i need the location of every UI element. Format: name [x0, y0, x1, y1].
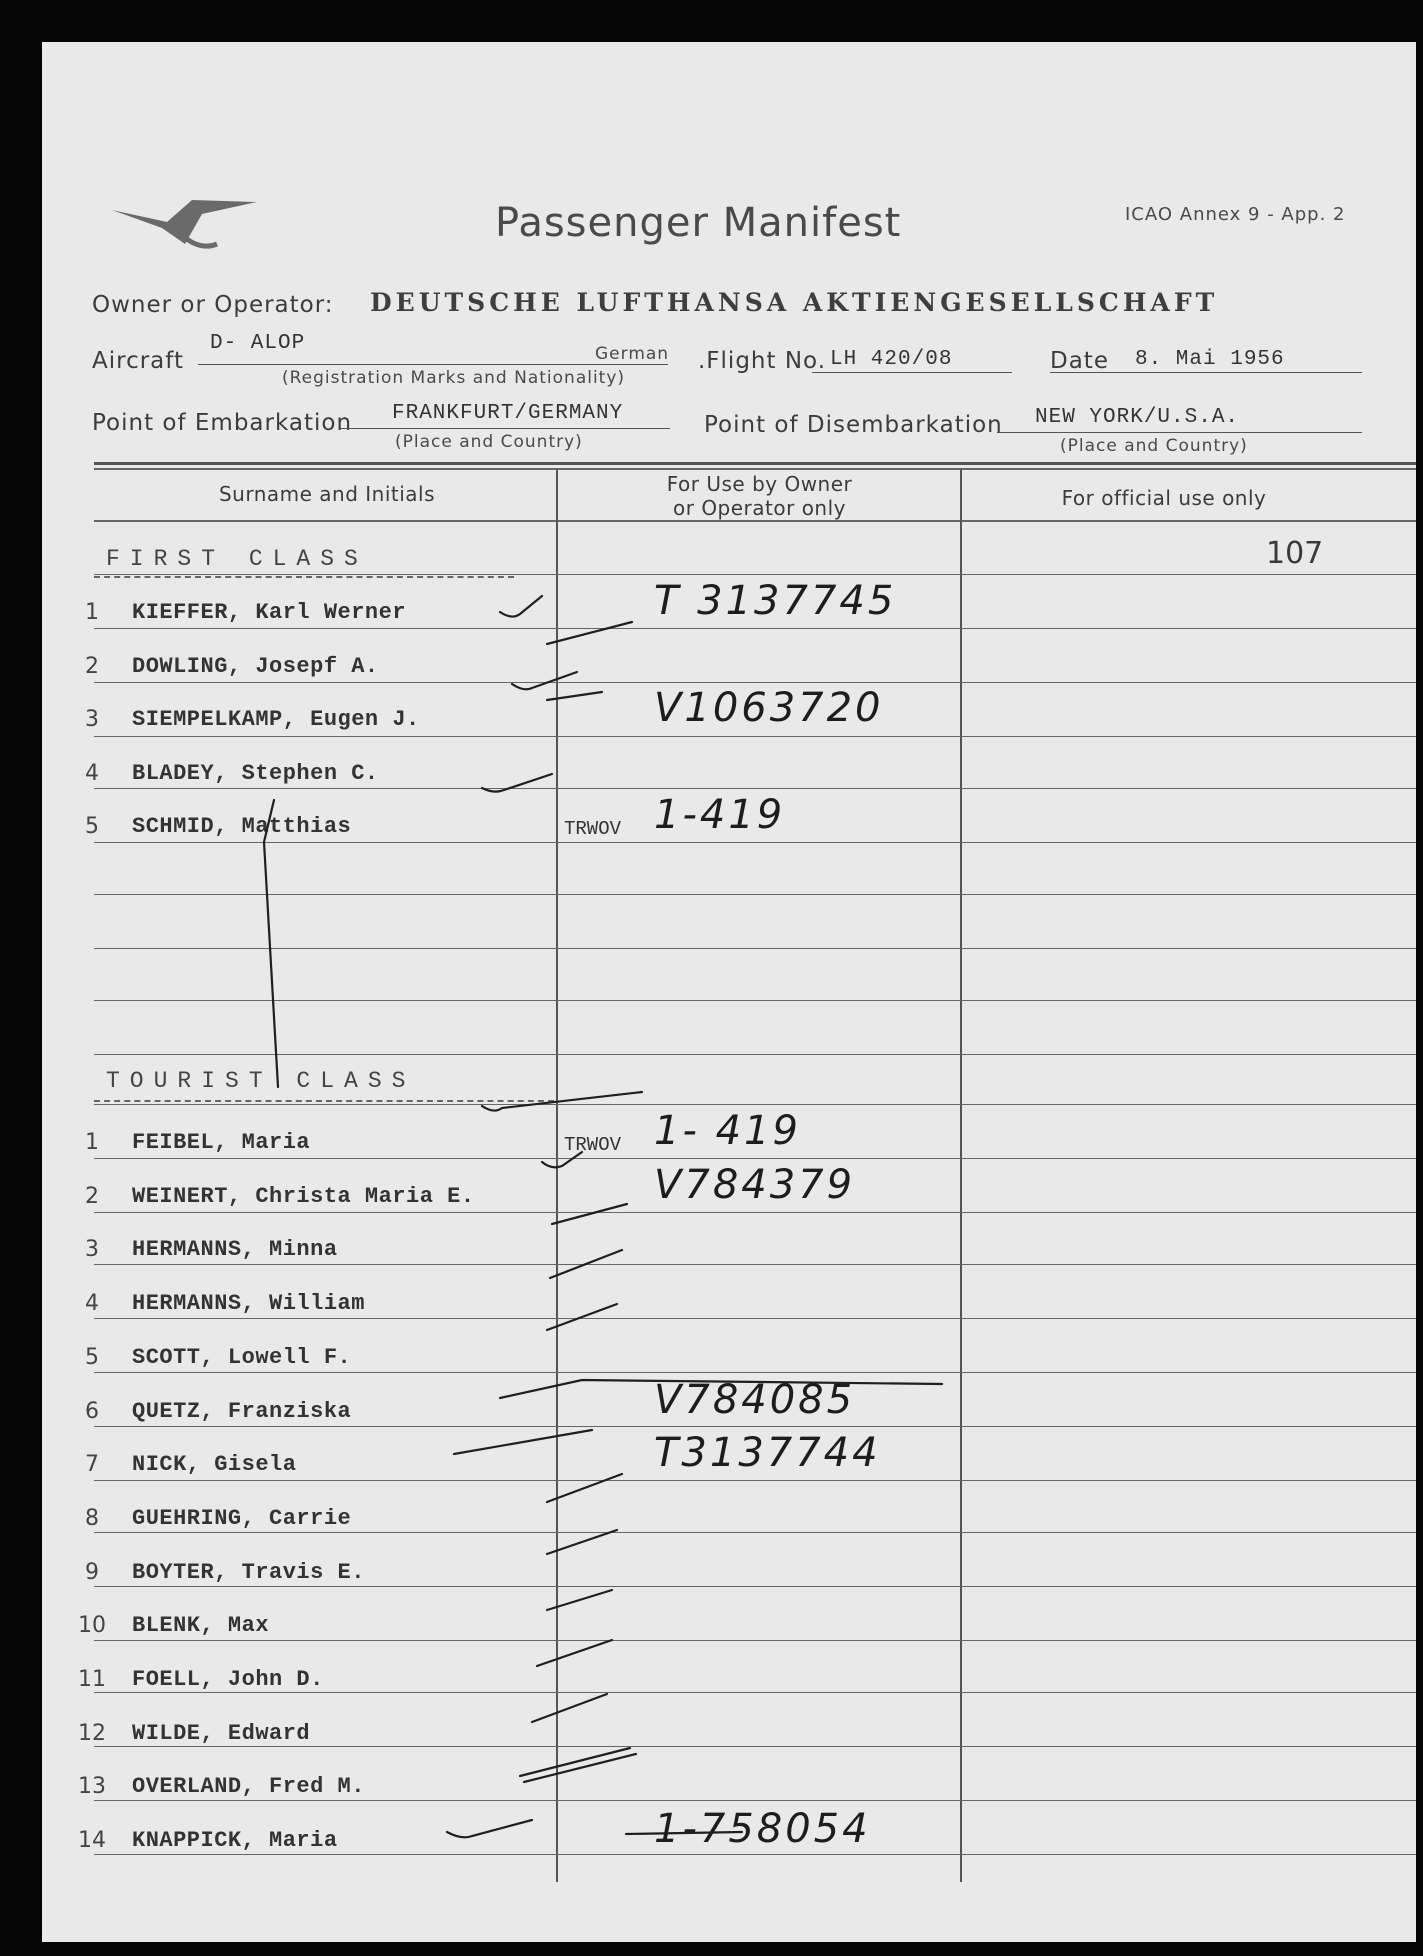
aircraft-label: Aircraft: [92, 348, 184, 374]
passenger-name: WEINERT, Christa Maria E.: [132, 1183, 475, 1209]
aircraft-value: D- ALOP: [210, 332, 306, 355]
passenger-name: BLENK, Max: [132, 1613, 270, 1639]
passenger-name: HERMANNS, Minna: [132, 1237, 338, 1263]
handwritten-ticket-number: V784379: [654, 1161, 856, 1208]
row-number: 11: [78, 1667, 106, 1692]
passenger-name: QUETZ, Franziska: [132, 1398, 352, 1424]
row-number: 2: [85, 1183, 99, 1209]
row-number: 13: [78, 1774, 106, 1800]
tourist-class-heading: TOURIST CLASS: [106, 1068, 416, 1094]
row-number: 3: [85, 707, 99, 732]
column-name-header: Surname and Initials: [218, 482, 436, 506]
passenger-name: OVERLAND, Fred M.: [132, 1774, 365, 1800]
owner-label: Owner or Operator:: [92, 292, 334, 318]
flight-label: .Flight No.: [698, 348, 827, 374]
handwritten-ticket-number: V1063720: [654, 685, 884, 731]
official-number: 107: [1266, 536, 1324, 571]
column-operator-header: For Use by Owner or Operator only: [666, 472, 853, 520]
row-number: 8: [85, 1505, 99, 1531]
row-number: 10: [78, 1613, 106, 1639]
nationality-value: German: [595, 344, 670, 364]
handwritten-ticket-number: 1-758054: [654, 1806, 871, 1853]
disembark-note: (Place and Country): [1060, 436, 1248, 456]
passenger-name: SCOTT, Lowell F.: [132, 1344, 352, 1370]
passenger-name: FOELL, John D.: [132, 1667, 324, 1692]
flight-value: LH 420/08: [830, 348, 953, 371]
handwritten-ticket-number: 1-419: [654, 792, 786, 838]
passenger-name: KNAPPICK, Maria: [132, 1828, 338, 1854]
disembark-label: Point of Disembarkation: [704, 412, 1003, 438]
owner-value: DEUTSCHE LUFTHANSA AKTIENGESELLSCHAFT: [370, 288, 1219, 317]
row-number: 3: [85, 1237, 99, 1263]
row-number: 5: [85, 814, 99, 839]
manifest-sheet: [42, 42, 1416, 1942]
embark-note: (Place and Country): [395, 432, 583, 452]
handwritten-ticket-number: T 3137745: [654, 578, 897, 624]
handwritten-ticket-number: V784085: [654, 1376, 856, 1423]
row-number: 9: [85, 1559, 99, 1585]
passenger-name: HERMANNS, William: [132, 1291, 365, 1317]
row-number: 1: [85, 1130, 99, 1155]
row-number: 4: [85, 1291, 99, 1317]
passenger-name: GUEHRING, Carrie: [132, 1505, 352, 1531]
passenger-name: KIEFFER, Karl Werner: [132, 600, 407, 625]
handwritten-ticket-number: 1- 419: [654, 1108, 801, 1154]
date-value: 8. Mai 1956: [1135, 348, 1285, 371]
row-number: 7: [85, 1452, 99, 1478]
row-number: 14: [78, 1828, 106, 1854]
page-title: Passenger Manifest: [495, 200, 902, 246]
first-class-heading: FIRST CLASS: [106, 546, 368, 572]
row-number: 2: [85, 653, 99, 679]
registration-note: (Registration Marks and Nationality): [282, 368, 626, 388]
passenger-name: BLADEY, Stephen C.: [132, 760, 379, 786]
fare-code: TRWOV: [564, 1134, 622, 1156]
icao-reference: ICAO Annex 9 - App. 2: [1125, 204, 1346, 225]
handwritten-ticket-number: T3137744: [654, 1430, 881, 1477]
row-number: 5: [85, 1344, 99, 1370]
passenger-name: WILDE, Edward: [132, 1720, 311, 1746]
passenger-name: BOYTER, Travis E.: [132, 1559, 365, 1585]
date-label: Date: [1050, 348, 1109, 374]
passenger-name: NICK, Gisela: [132, 1452, 297, 1478]
passenger-name: SCHMID, Matthias: [132, 814, 352, 839]
row-number: 1: [85, 600, 99, 625]
column-official-header: For official use only: [1061, 486, 1267, 510]
embark-label: Point of Embarkation: [92, 410, 353, 436]
passenger-name: FEIBEL, Maria: [132, 1130, 311, 1155]
passenger-name: DOWLING, Josepf A.: [132, 653, 379, 679]
row-number: 6: [85, 1398, 99, 1424]
row-number: 12: [78, 1720, 106, 1746]
embark-value: FRANKFURT/GERMANY: [392, 402, 624, 425]
disembark-value: NEW YORK/U.S.A.: [1035, 406, 1240, 429]
handwritten-marks: [42, 42, 1416, 1942]
passenger-name: SIEMPELKAMP, Eugen J.: [132, 707, 420, 732]
fare-code: TRWOV: [564, 818, 622, 840]
row-number: 4: [85, 760, 99, 786]
